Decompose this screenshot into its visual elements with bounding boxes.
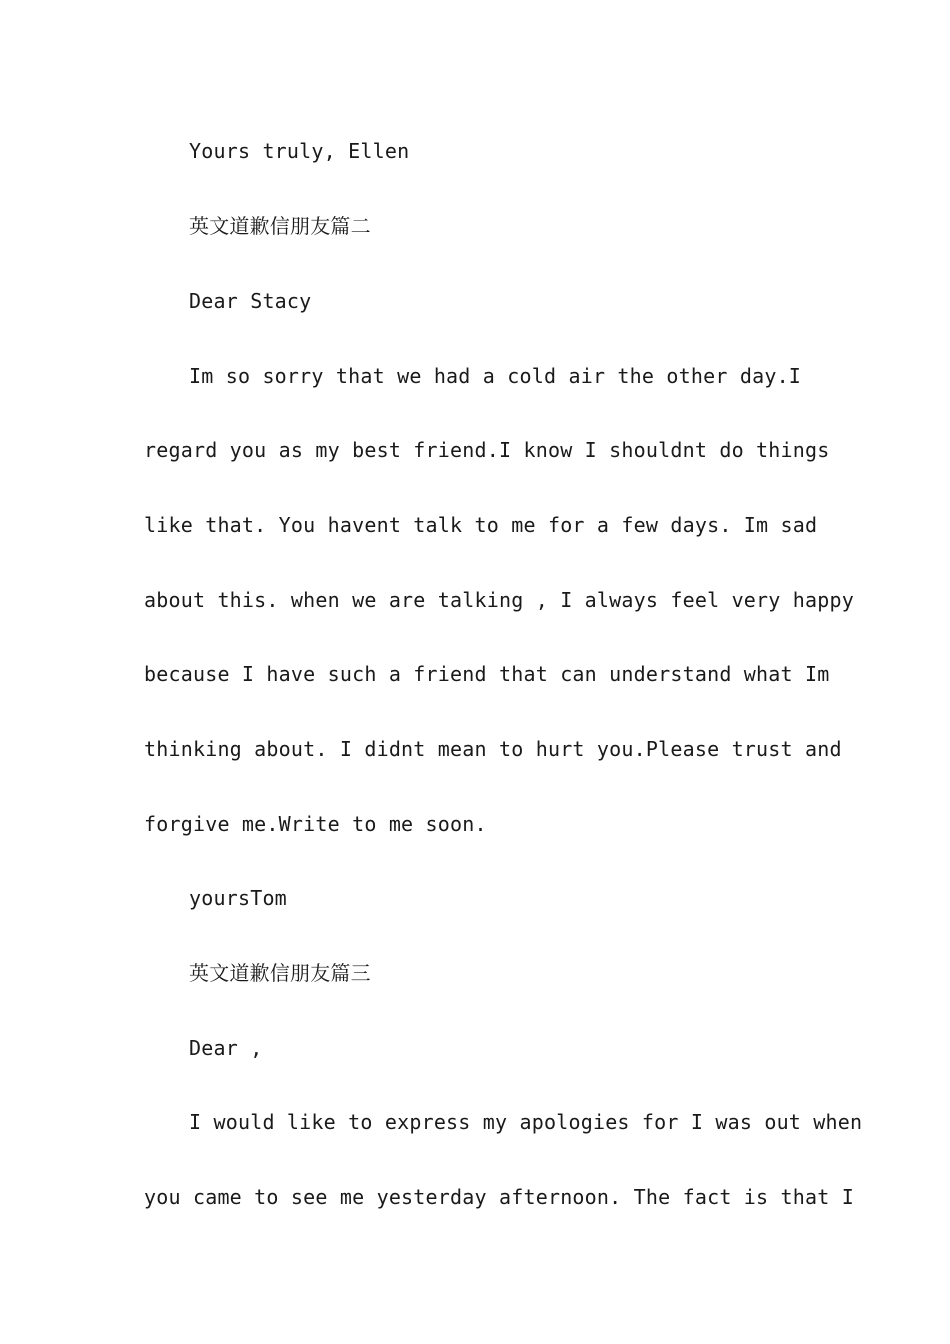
salutation-stacy: Dear Stacy xyxy=(189,289,312,313)
body-paragraph-line: Im so sorry that we had a cold air the other day.I xyxy=(189,364,802,388)
body-paragraph-line: I would like to express my apologies for I was out when xyxy=(189,1110,863,1134)
section-heading-2: 英文道歉信朋友篇二 xyxy=(189,214,371,238)
body-paragraph-line: because I have such a friend that can understand what Im xyxy=(144,662,830,686)
body-paragraph-line: you came to see me yesterday afternoon. The fact is that I xyxy=(144,1185,854,1209)
closing-signature-tom: yoursTom xyxy=(189,886,287,910)
body-paragraph-line: about this. when we are talking , I always feel very happy xyxy=(144,588,854,612)
closing-signature-ellen: Yours truly, Ellen xyxy=(189,139,410,163)
body-paragraph-line: regard you as my best friend.I know I shouldnt do things xyxy=(144,438,830,462)
section-heading-3: 英文道歉信朋友篇三 xyxy=(189,961,371,985)
salutation-blank: Dear , xyxy=(189,1036,263,1060)
body-paragraph-line: like that. You havent talk to me for a few days. Im sad xyxy=(144,513,818,537)
body-paragraph-line: forgive me.Write to me soon. xyxy=(144,812,487,836)
body-paragraph-line: thinking about. I didnt mean to hurt you.Please trust and xyxy=(144,737,842,761)
